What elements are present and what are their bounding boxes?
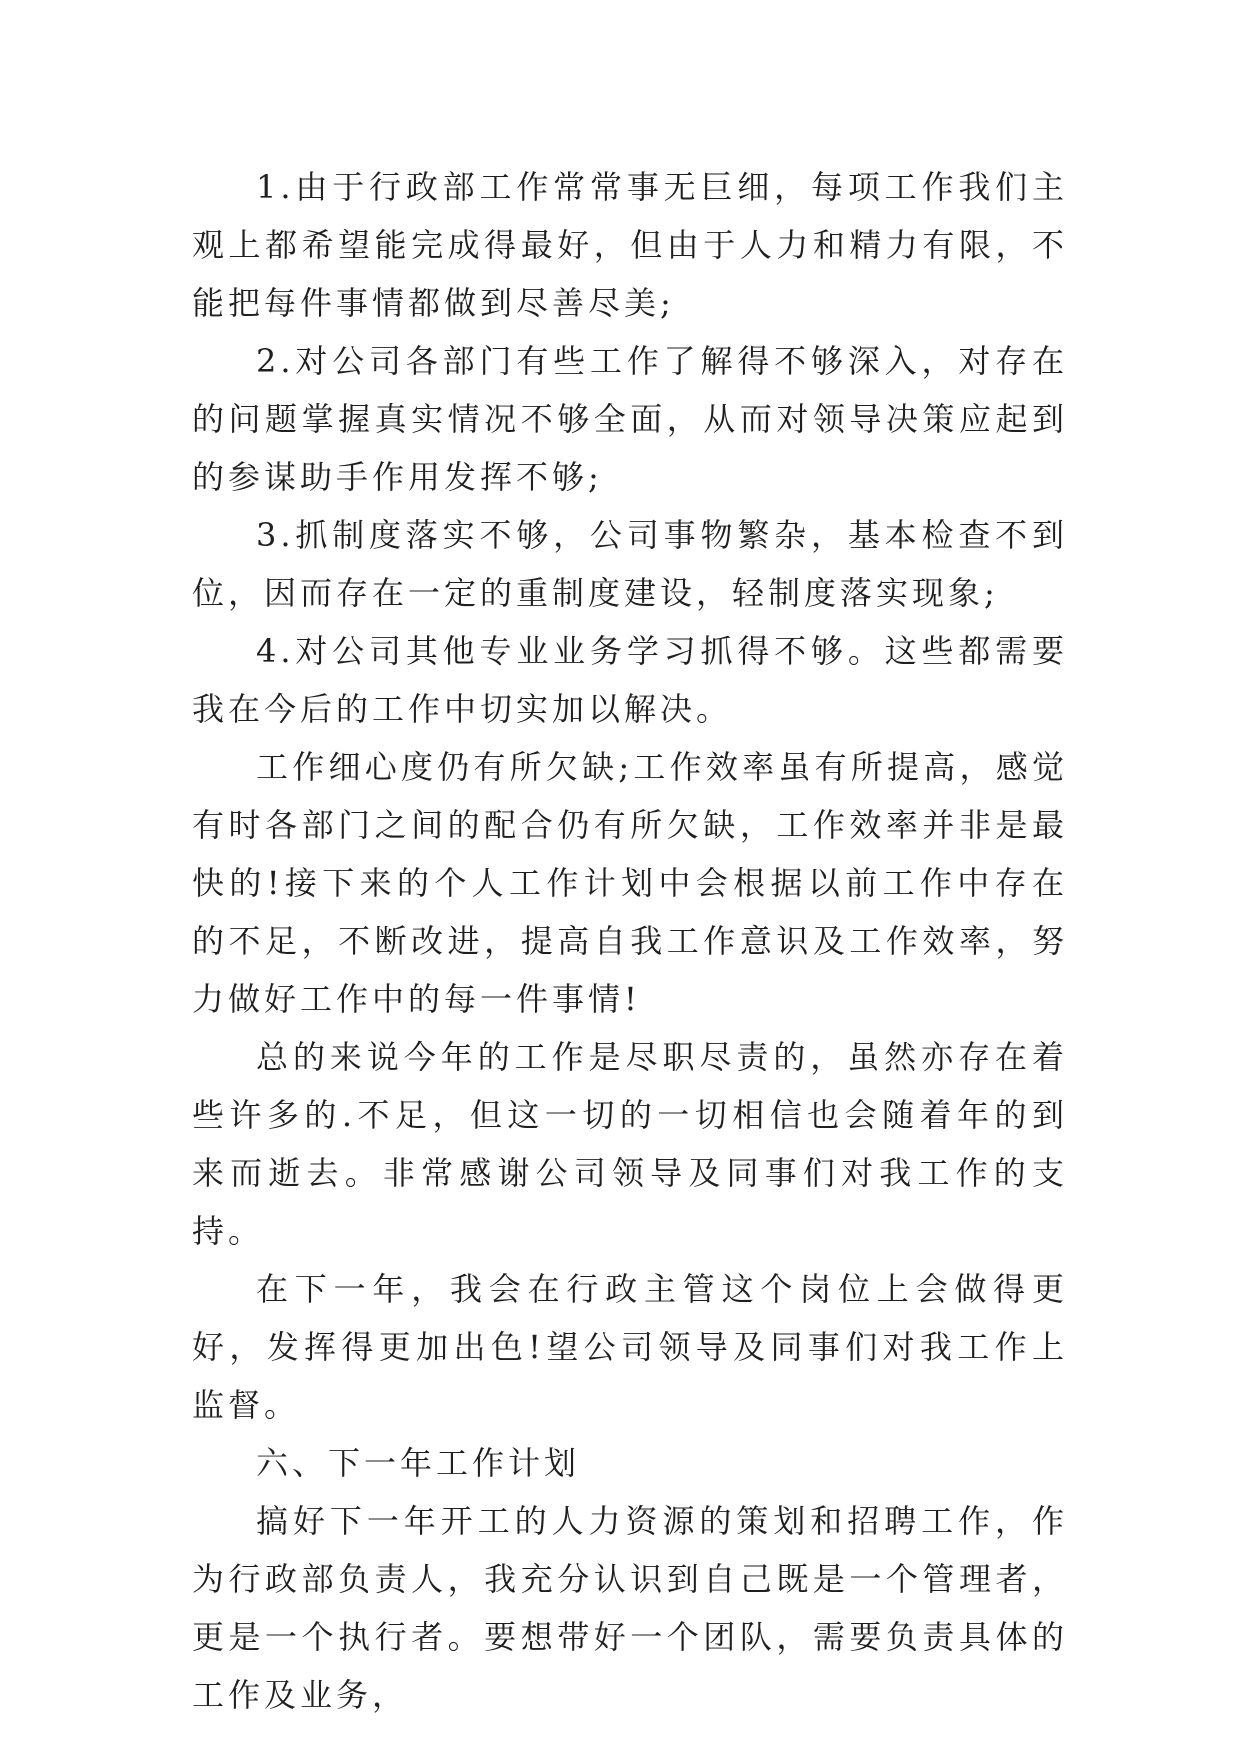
paragraph-issue-1: 1.由于行政部工作常常事无巨细，每项工作我们主观上都希望能完成得最好，但由于人力和精力有限，不能把每件事情都做到尽善尽美; [192, 168, 1068, 322]
paragraph-issue-3: 3.抓制度落实不够，公司事物繁杂，基本检查不到位，因而存在一定的重制度建设，轻制度落实现象; [192, 516, 1068, 612]
paragraph-efficiency: 工作细心度仍有所欠缺;工作效率虽有所提高，感觉有时各部门之间的配合仍有所欠缺，工作效率并非是最快的!接下来的个人工作计划中会根据以前工作中存在的不足，不断改进，提高自我工作意识及工作效率，努力做好工作中的每一件事情! [192, 748, 1068, 1018]
paragraph-issue-2: 2.对公司各部门有些工作了解得不够深入，对存在的问题掌握真实情况不够全面，从而对领导决策应起到的参谋助手作用发挥不够; [192, 342, 1068, 496]
paragraph-plan: 搞好下一年开工的人力资源的策划和招聘工作，作为行政部负责人，我充分认识到自己既是一个管理者，更是一个执行者。要想带好一个团队，需要负责具体的工作及业务， [192, 1502, 1068, 1714]
document-body [192, 158, 1068, 1724]
section-heading: 六、下一年工作计划 [256, 1444, 581, 1482]
paragraph-summary: 总的来说今年的工作是尽职尽责的，虽然亦存在着些许多的.不足，但这一切的一切相信也会随着年的到来而逝去。非常感谢公司领导及同事们对我工作的支持。 [192, 1038, 1068, 1250]
paragraph-next-year: 在下一年，我会在行政主管这个岗位上会做得更好，发挥得更加出色!望公司领导及同事们对我工作上监督。 [192, 1270, 1068, 1424]
paragraph-issue-4: 4.对公司其他专业业务学习抓得不够。这些都需要我在今后的工作中切实加以解决。 [192, 632, 1068, 728]
